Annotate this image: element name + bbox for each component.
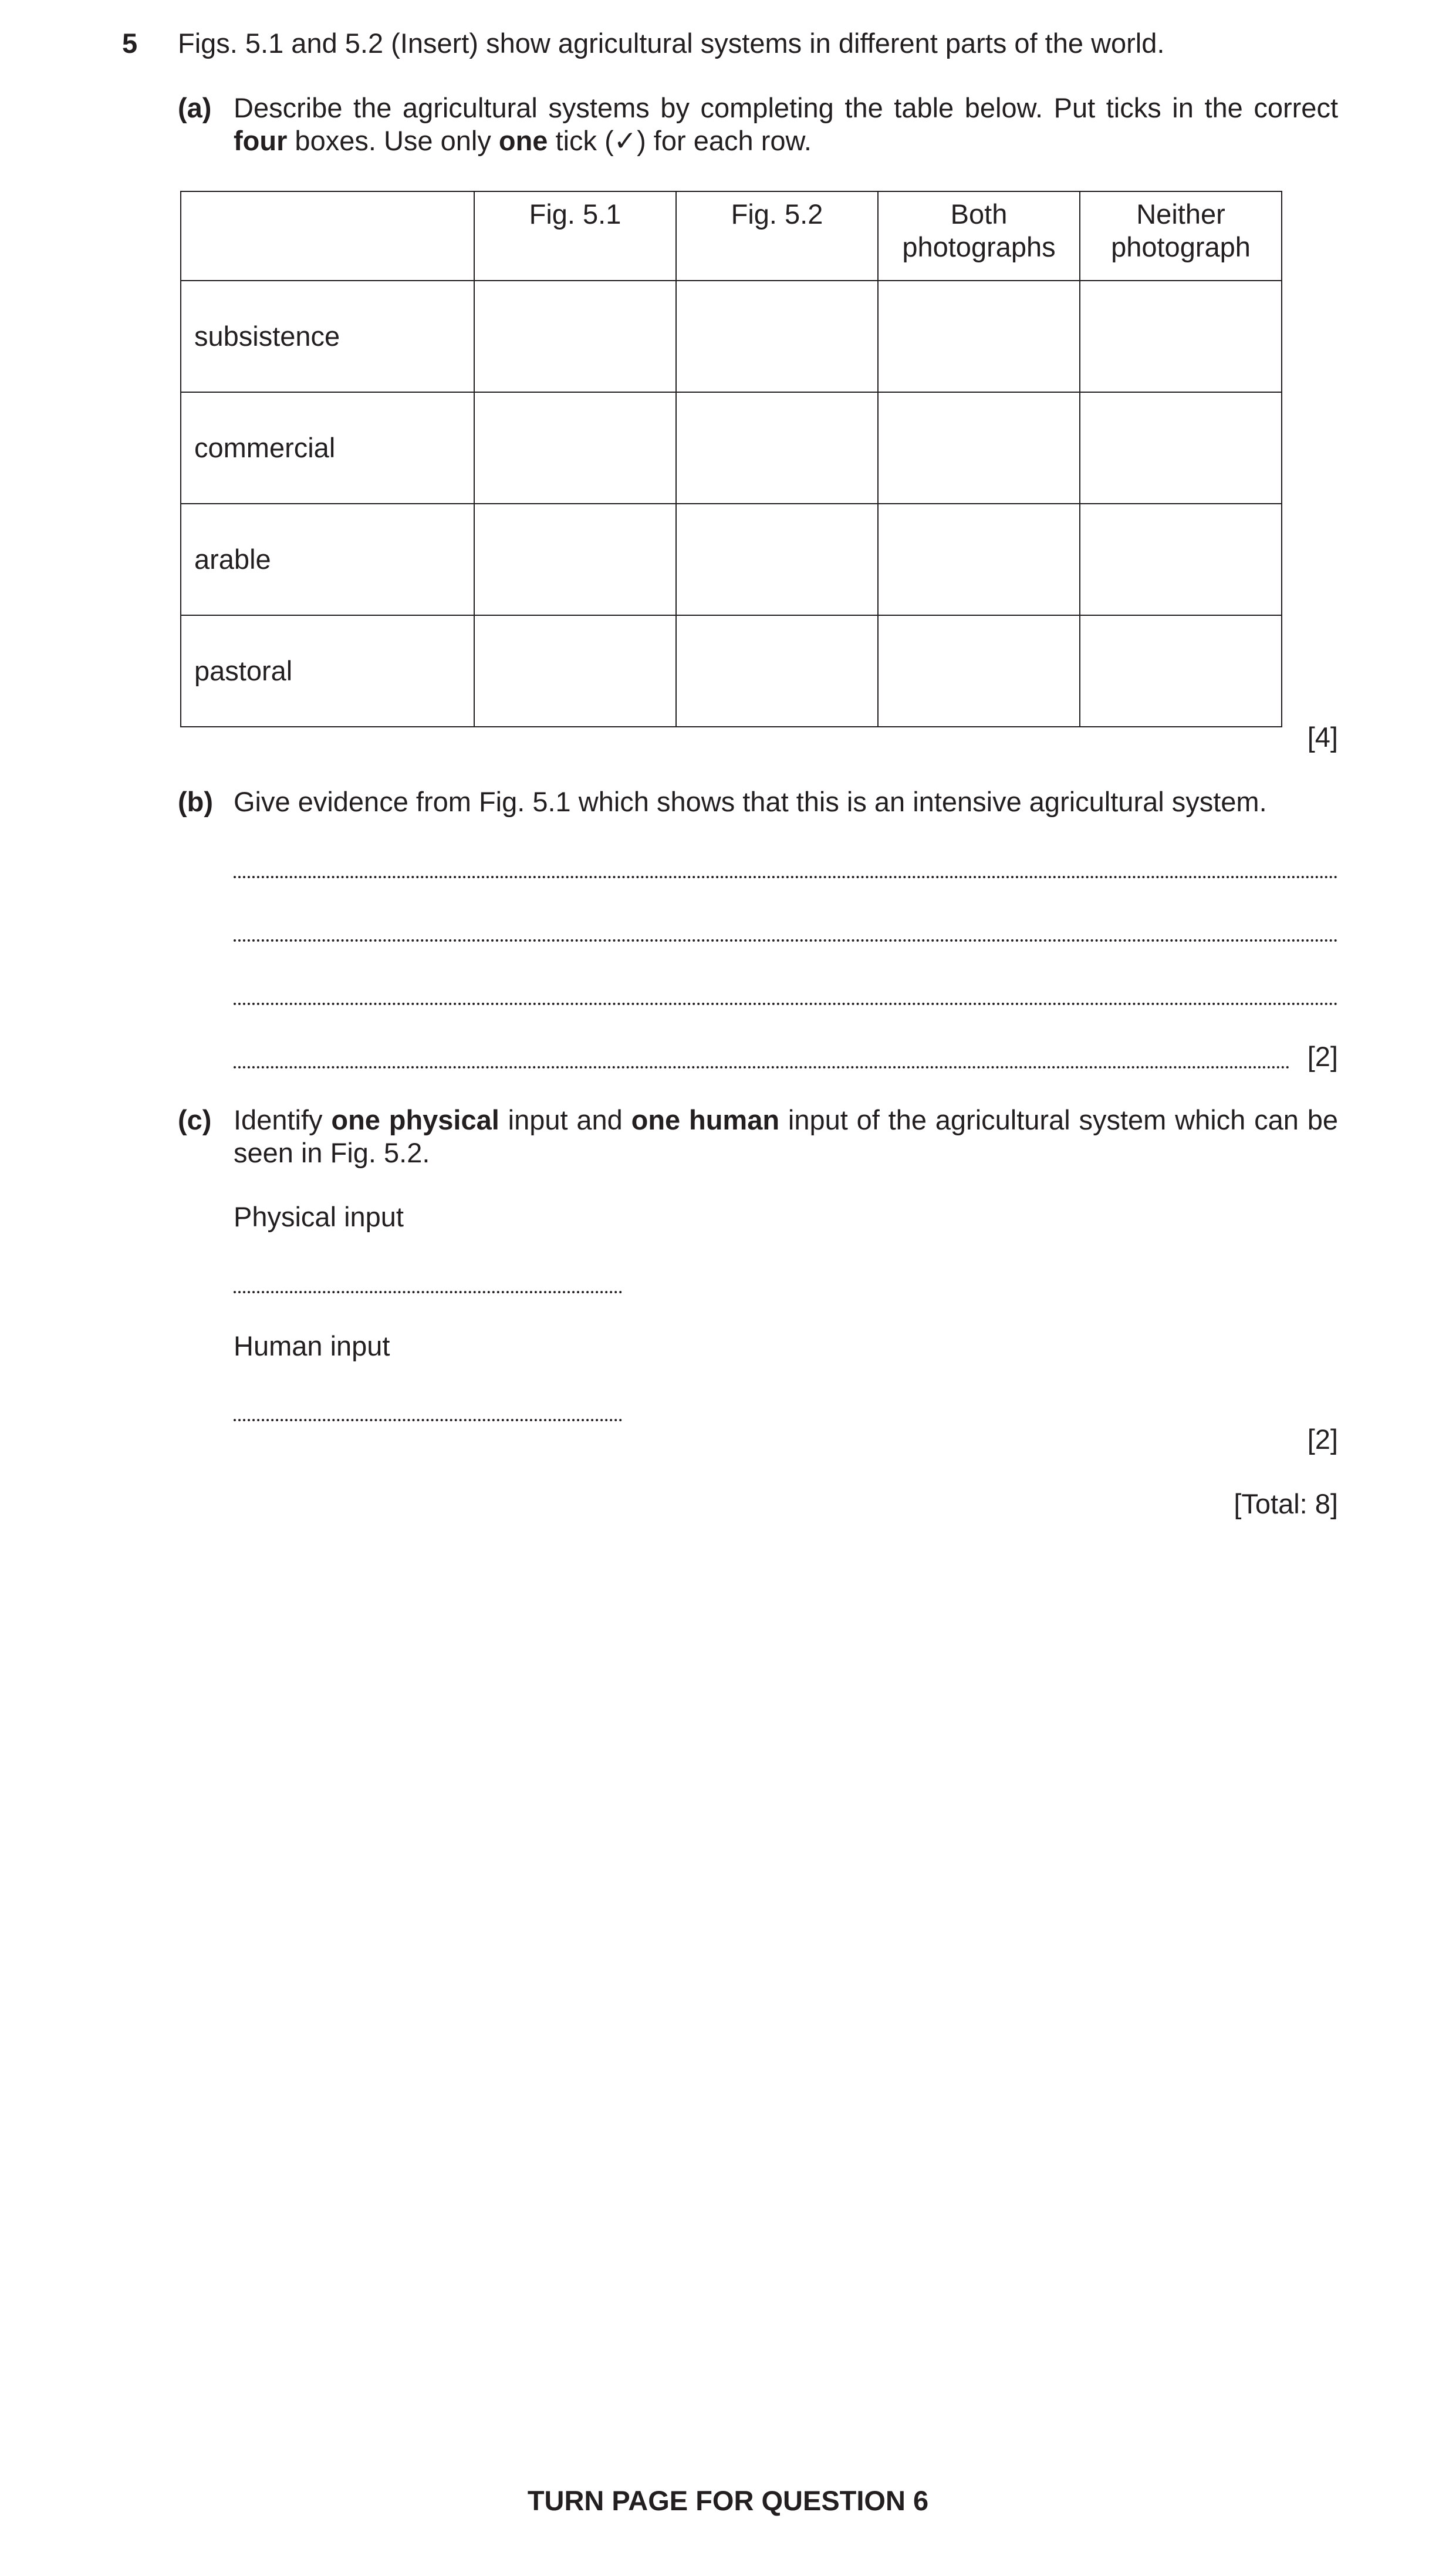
part-a-text-2: boxes. Use only (287, 125, 499, 156)
tick-box-arable-neither[interactable] (1080, 504, 1282, 615)
part-a-bold-one: one (498, 125, 548, 156)
table-row (181, 281, 1282, 392)
tick-box-commercial-fig-5-1[interactable] (474, 392, 676, 504)
part-b-label: (b) (178, 786, 214, 817)
tick-box-arable-both[interactable] (878, 504, 1080, 615)
table-header-fig-5-1: Fig. 5.1 (474, 191, 676, 281)
table-header-blank (181, 191, 474, 281)
question-stem: Figs. 5.1 and 5.2 (Insert) show agricultural systems in different parts of the world. (178, 28, 1165, 59)
row-label-commercial: commercial (181, 392, 474, 504)
tick-box-subsistence-both[interactable] (878, 281, 1080, 392)
human-input-label: Human input (234, 1330, 390, 1361)
tick-box-pastoral-fig-5-2[interactable] (676, 615, 878, 727)
table-header-neither: Neither photograph (1080, 191, 1282, 281)
physical-input-answer-line[interactable] (234, 1289, 622, 1293)
question-number: 5 (122, 28, 138, 59)
part-b-question: Give evidence from Fig. 5.1 which shows that this is an intensive agricultural system. (234, 786, 1267, 817)
part-b-answer-line-3[interactable] (234, 1000, 1338, 1005)
part-a-text-1: Describe the agricultural systems by completing the table below. Put ticks in the correct (234, 92, 1338, 123)
part-c-marks: [2] (1307, 1424, 1338, 1455)
part-b-answer-line-1[interactable] (234, 874, 1338, 878)
total-marks: [Total: 8] (1234, 1488, 1338, 1519)
table-header-both: Both photographs (878, 191, 1080, 281)
tick-box-pastoral-neither[interactable] (1080, 615, 1282, 727)
part-a-marks: [4] (1307, 721, 1338, 753)
part-a-bold-four: four (234, 125, 288, 156)
footer-turn-page: TURN PAGE FOR QUESTION 6 (527, 2485, 929, 2516)
table-row (181, 504, 1282, 615)
part-a-text-3: tick (✓) for each row. (548, 125, 812, 156)
tick-box-subsistence-neither[interactable] (1080, 281, 1282, 392)
tick-box-commercial-neither[interactable] (1080, 392, 1282, 504)
table-row (181, 615, 1282, 727)
human-input-answer-line[interactable] (234, 1417, 622, 1421)
tick-box-pastoral-both[interactable] (878, 615, 1080, 727)
tick-box-pastoral-fig-5-1[interactable] (474, 615, 676, 727)
table-header-row (181, 191, 1282, 281)
tick-box-arable-fig-5-2[interactable] (676, 504, 878, 615)
part-c-bold-one-human: one human (631, 1104, 780, 1135)
agriculture-table (180, 191, 1282, 727)
part-c-bold-one-physical: one physical (331, 1104, 499, 1135)
part-b-marks: [2] (1307, 1041, 1338, 1072)
part-b-answer-line-2[interactable] (234, 937, 1338, 942)
part-c-text-3: input of the agricultural system which can be seen in Fig. 5.2. (234, 1104, 1338, 1168)
row-label-arable: arable (181, 504, 474, 615)
part-c-text-2: input and (499, 1104, 631, 1135)
row-label-subsistence: subsistence (181, 281, 474, 392)
part-c-question (234, 1104, 1338, 1169)
tick-box-commercial-both[interactable] (878, 392, 1080, 504)
tick-box-commercial-fig-5-2[interactable] (676, 392, 878, 504)
part-a-instructions (234, 92, 1338, 157)
part-b-answer-line-4[interactable] (234, 1064, 1290, 1068)
tick-box-arable-fig-5-1[interactable] (474, 504, 676, 615)
table-header-fig-5-2: Fig. 5.2 (676, 191, 878, 281)
table-row (181, 392, 1282, 504)
tick-box-subsistence-fig-5-2[interactable] (676, 281, 878, 392)
physical-input-label: Physical input (234, 1201, 404, 1232)
part-a-label: (a) (178, 92, 212, 123)
tick-box-subsistence-fig-5-1[interactable] (474, 281, 676, 392)
part-c-label: (c) (178, 1104, 212, 1135)
row-label-pastoral: pastoral (181, 615, 474, 727)
part-c-text-1: Identify (234, 1104, 332, 1135)
